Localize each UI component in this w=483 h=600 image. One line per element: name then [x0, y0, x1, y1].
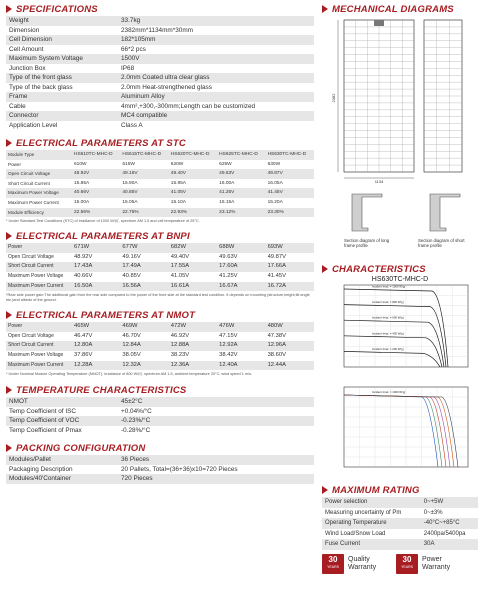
packing-row: [6, 465, 314, 475]
nmot-row: [6, 322, 314, 332]
bnpi-cell: 49.40V: [170, 253, 190, 260]
bnpi-table: [6, 243, 314, 291]
spec-key: Frame: [6, 92, 118, 102]
nmot-cell: 38.42V: [219, 351, 238, 358]
triangle-icon: [322, 5, 328, 13]
nmot-cell: 12.32A: [120, 361, 168, 371]
rating-row: [322, 529, 478, 540]
rating-key: Measuring uncertainty of Pm: [325, 509, 402, 516]
iv-curve-label: Incident Irrad. = 200 W/㎡: [372, 346, 404, 351]
chart-model-title: HS630TC-MHC-D: [371, 276, 429, 283]
stc-cell: Maximum Power Current: [8, 199, 59, 205]
packing-row: [6, 474, 314, 484]
temp-key: Temp Coefficient of ISC: [9, 407, 77, 415]
junction-box: [374, 20, 384, 26]
bnpi-cell: Power: [6, 243, 72, 253]
stc-cell: 15.05A: [122, 199, 138, 205]
spec-row: [6, 26, 314, 36]
nmot-row: [6, 351, 314, 361]
short-frame-profile: [430, 194, 460, 231]
temp-value: -0.28%/°C: [121, 426, 151, 434]
stc-cell: HS625TC-MHC-D: [217, 150, 265, 160]
triangle-icon: [6, 444, 12, 452]
bnpi-cell: 16.50A: [72, 282, 120, 292]
bnpi-cell: 17.55A: [169, 262, 217, 272]
bnpi-row: [6, 253, 314, 263]
bnpi-row: [6, 272, 314, 282]
stc-cell: Maximum Power Voltage: [6, 188, 72, 198]
iv-curve-label: Incident Irrad. = 400 W/㎡: [372, 331, 404, 336]
spec-row: [6, 102, 314, 112]
stc-cell: 41.25V: [217, 188, 265, 198]
spec-key: Cell Dimension: [6, 35, 118, 45]
nmot-cell: 37.86V: [74, 351, 93, 358]
spec-value: 33.7kg: [118, 16, 314, 26]
section-title-stc: ELECTRICAL PARAMETERS AT STC: [6, 136, 314, 150]
nmot-cell: 12.40A: [217, 361, 265, 371]
spec-key: Cable: [9, 102, 26, 110]
stc-cell: 15.10A: [170, 199, 186, 205]
bnpi-row: [6, 262, 314, 272]
stc-cell: 15.15A: [219, 199, 235, 205]
stc-row: [6, 188, 314, 198]
section-title-bnpi: ELECTRICAL PARAMETERS AT BNPI: [6, 229, 314, 243]
caption-short-frame: Section diagram of short frame profile: [418, 238, 465, 248]
bnpi-cell: Maximum Power Current: [6, 282, 72, 292]
stc-cell: 40.66V: [72, 188, 120, 198]
mechanical-diagram: [322, 16, 478, 256]
rating-row: [322, 539, 478, 550]
stc-table: [6, 150, 314, 217]
stc-cell: 16.05A: [267, 180, 283, 186]
stc-cell: 48.92V: [72, 169, 120, 179]
stc-row: [6, 150, 314, 160]
nmot-cell: 469W: [120, 322, 168, 332]
nmot-row: [6, 341, 314, 351]
nmot-cell: 47.15V: [219, 332, 238, 339]
rating-row: [322, 497, 478, 508]
nmot-cell: 38.05V: [122, 351, 141, 358]
stc-cell: 615W: [122, 161, 135, 167]
spec-row: [6, 45, 314, 55]
bnpi-cell: 677W: [120, 243, 168, 253]
packing-value: 36 Pieces: [118, 455, 314, 465]
packing-value: 20 Pallets, Total=(36+36)x10=720 Pieces: [121, 465, 238, 473]
nmot-cell: Open Circuit Voltage: [8, 332, 54, 339]
triangle-icon: [6, 232, 12, 240]
stc-cell: 15.00A: [74, 199, 90, 205]
temp-key: Temp Coefficient of Pmax: [9, 426, 82, 434]
spec-value: MC4 compatible: [118, 111, 314, 121]
bnpi-row: [6, 282, 314, 292]
stc-cell: HS615TC-MHC-D: [120, 150, 168, 160]
stc-cell: 620W: [170, 161, 184, 167]
rating-value: 0~±3%: [423, 509, 443, 516]
iv-curve-label: Incident Irrad. = 600 W/㎡: [372, 315, 404, 320]
triangle-icon: [6, 139, 12, 147]
nmot-cell: Maximum Power Voltage: [8, 351, 64, 358]
nmot-cell: 12.36A: [169, 361, 217, 371]
stc-row: [6, 160, 314, 170]
rating-key: Power selection: [322, 497, 421, 508]
stc-cell: Module Efficiency: [6, 208, 72, 218]
spec-key: Junction Box: [9, 64, 46, 72]
spec-row: [6, 35, 314, 45]
spec-key: Connector: [6, 111, 118, 121]
nmot-cell: 46.47V: [74, 332, 93, 339]
stc-row: [6, 179, 314, 189]
temp-row: [6, 407, 314, 417]
spec-key: Weight: [6, 16, 118, 26]
bnpi-cell: 49.87V: [267, 253, 286, 260]
nmot-cell: 12.80A: [72, 341, 120, 351]
spec-value: 2.0mm Coated ultra clear glass: [118, 73, 314, 83]
stc-row: [6, 198, 314, 208]
bnpi-cell: 16.67A: [217, 282, 265, 292]
specs-table: [6, 16, 314, 130]
bnpi-cell: 17.49A: [120, 262, 168, 272]
rating-key: Fuse Current: [322, 539, 421, 550]
spec-row: [6, 92, 314, 102]
spec-key: Type of the back glass: [9, 83, 73, 91]
bnpi-cell: 48.92V: [74, 253, 93, 260]
bnpi-cell: 682W: [169, 243, 217, 253]
stc-cell: 15.85A: [74, 180, 90, 186]
nmot-cell: 12.84A: [120, 341, 168, 351]
stc-cell: 40.85V: [120, 188, 168, 198]
section-title-specifications: SPECIFICATIONS: [6, 2, 314, 16]
nmot-cell: Short Circuit Current: [6, 341, 72, 351]
bnpi-cell: 693W: [266, 243, 314, 253]
bnpi-note: *Rear side power gain:The additional gain from the rear side compared to the power of the front side at the standard test condition. It depends on mounting (structure,height,tilt angle etc.)and albedo of the ground.: [6, 293, 310, 303]
stc-cell: 22.75%: [120, 208, 168, 218]
rating-row: [322, 518, 478, 529]
nmot-cell: 12.44A: [266, 361, 314, 371]
bnpi-cell: Maximum Power Voltage: [8, 272, 64, 279]
stc-cell: HS630TC-MHC-D: [266, 150, 314, 160]
panel-cell-grid-side: [424, 20, 462, 172]
iv-chart-irradiance: [322, 283, 472, 381]
iv-chart-svg: [322, 283, 472, 379]
stc-cell: 15.20A: [267, 199, 283, 205]
bnpi-cell: 671W: [72, 243, 120, 253]
packing-key: Packaging Description: [9, 465, 73, 473]
dim-height-label: 2382: [331, 93, 336, 103]
spec-value: 182*105mm: [118, 35, 314, 45]
spec-value: Class A: [121, 121, 143, 129]
stc-cell: 15.90A: [122, 180, 138, 186]
nmot-cell: 46.92V: [170, 332, 190, 339]
rating-value: 0~+5W: [421, 497, 478, 508]
stc-cell: 16.00A: [219, 180, 235, 186]
triangle-icon: [322, 265, 328, 273]
spec-value: 66*2 pcs: [121, 45, 146, 53]
stc-cell: 49.63V: [217, 169, 265, 179]
spec-value: 4mm²,+300,-300mm;Length can be customized: [121, 102, 256, 110]
iv-curve-label: Incident Irrad. = 800 W/㎡: [372, 300, 404, 305]
triangle-icon: [6, 311, 12, 319]
stc-cell: 41.05V: [169, 188, 217, 198]
bnpi-cell: 16.61A: [169, 282, 217, 292]
spec-value: IP68: [121, 64, 135, 72]
left-column: [6, 0, 314, 484]
section-title-nmot: ELECTRICAL PARAMETERS AT NMOT: [6, 308, 314, 322]
bnpi-row: [6, 243, 314, 253]
stc-cell: 610W: [74, 161, 87, 167]
stc-cell: HS610TC-MHC-D: [72, 150, 120, 160]
stc-cell: 15.95A: [170, 180, 186, 186]
spec-row: [6, 111, 314, 121]
power-warranty-label: Power Warranty: [422, 555, 451, 571]
nmot-cell: 38.60V: [267, 351, 286, 358]
iv-curve-label: Incident Irrad. = 1000 W/㎡: [372, 284, 406, 289]
panel-cell-grid-back: [344, 20, 414, 172]
rating-key: Operating Temperature: [322, 518, 421, 529]
stc-cell: Module Type: [6, 150, 72, 160]
caption-long-frame: Section diagram of long frame profile: [344, 238, 390, 248]
packing-row: [6, 455, 314, 465]
temp-table: [6, 397, 314, 435]
section-title-characteristics: CHARACTERISTICS: [322, 262, 478, 276]
stc-note: * Under Standard Test Conditions (STC) of irradiance of 1000 W/㎡, spectrum AM 1.5 and cell temperature of 25°C.: [6, 219, 200, 224]
spec-row: [6, 54, 314, 64]
section-title-temperature: TEMPERATURE CHARACTERISTICS: [6, 383, 314, 397]
spec-key: Type of the front glass: [6, 73, 118, 83]
nmot-row: [6, 361, 314, 371]
iv-chart-temp-svg: [322, 385, 472, 477]
stc-cell: 22.56%: [72, 208, 120, 218]
packing-value: 720 Pieces: [118, 474, 314, 484]
bnpi-cell: 17.66A: [266, 262, 314, 272]
nmot-cell: 480W: [266, 322, 314, 332]
stc-cell: 49.87V: [266, 169, 314, 179]
spec-value: 1500V: [118, 54, 314, 64]
iv-temp-label: Incident Irrad. = 1000 W/㎡: [372, 390, 406, 394]
nmot-table: [6, 322, 314, 370]
stc-cell: 41.45V: [266, 188, 314, 198]
stc-cell: Open Circuit Voltage: [6, 169, 72, 179]
stc-cell: 23.12%: [217, 208, 265, 218]
spec-key: Dimension: [9, 26, 40, 34]
bnpi-cell: 17.60A: [217, 262, 265, 272]
temp-key: Temp Coefficient of VOC: [6, 416, 118, 426]
temp-value: 45±2°C: [118, 397, 314, 407]
temp-row: [6, 397, 314, 407]
triangle-icon: [6, 5, 12, 13]
spec-key: Maximum System Voltage: [6, 54, 118, 64]
rating-key: Wind Load/Snow Load: [325, 530, 386, 537]
stc-cell: 49.40V: [169, 169, 217, 179]
spec-value: 2.0mm Heat-strengthened glass: [121, 83, 212, 91]
nmot-row: [6, 332, 314, 342]
nmot-cell: 47.38V: [267, 332, 286, 339]
stc-cell: Short Circuit Current: [8, 180, 50, 186]
bnpi-cell: Open Circuit Voltage: [8, 253, 54, 260]
nmot-cell: Power: [6, 322, 72, 332]
nmot-cell: Maximum Power Current: [6, 361, 72, 371]
rating-value: 2400pa/5400pa: [423, 530, 466, 537]
rating-row: [322, 508, 478, 519]
mechanical-drawing: [322, 16, 478, 256]
bnpi-cell: 688W: [217, 243, 265, 253]
quality-warranty-badge: 30 YEARS: [322, 554, 344, 574]
bnpi-cell: 16.72A: [266, 282, 314, 292]
temp-key: NMOT: [6, 397, 118, 407]
spec-row: [6, 73, 314, 83]
temp-row: [6, 416, 314, 426]
power-warranty-badge: 30 YEARS: [396, 554, 418, 574]
nmot-note: * Under Nominal Module Operating Temperature (NMOT), irradiance of 800 W/㎡, spectrum AM 1.5, ambient temperature 20°C, wind speed 1 m/s.: [6, 372, 253, 377]
spec-key: Application Level: [9, 121, 58, 129]
stc-cell: HS620TC-MHC-D: [169, 150, 217, 160]
right-column: [322, 0, 478, 574]
stc-cell: 625W: [219, 161, 232, 167]
bnpi-cell: 41.05V: [170, 272, 190, 279]
bnpi-cell: Short Circuit Current: [6, 262, 72, 272]
spec-key: Cell Amount: [9, 45, 44, 53]
nmot-cell: 38.23V: [170, 351, 190, 358]
temp-row: [6, 426, 314, 436]
section-title-rating: MAXIMUM RATING: [322, 483, 478, 497]
rating-value: 30A: [421, 539, 478, 550]
nmot-cell: 472W: [169, 322, 217, 332]
iv-chart-temperature: [322, 385, 472, 479]
spec-row: [6, 121, 314, 131]
bnpi-cell: 40.85V: [122, 272, 141, 279]
bnpi-cell: 49.16V: [122, 253, 141, 260]
bnpi-cell: 40.66V: [74, 272, 93, 279]
packing-key: Modules/40'Container: [6, 474, 118, 484]
spec-value: Aluminum Alloy: [118, 92, 314, 102]
section-title-mechanical: MECHANICAL DIAGRAMS: [322, 2, 478, 16]
rating-value: -40°C~+85°C: [421, 518, 478, 529]
spec-value: 2382mm*1134mm*30mm: [121, 26, 193, 34]
triangle-icon: [6, 386, 12, 394]
nmot-cell: 12.92A: [217, 341, 265, 351]
long-frame-profile: [352, 194, 382, 231]
stc-cell: 49.16V: [120, 169, 168, 179]
bnpi-cell: 16.56A: [120, 282, 168, 292]
triangle-icon: [322, 486, 328, 494]
stc-cell: 630W: [267, 161, 281, 167]
nmot-cell: 12.88A: [169, 341, 217, 351]
stc-row: [6, 208, 314, 218]
stc-cell: 22.93%: [169, 208, 217, 218]
nmot-cell: 12.96A: [266, 341, 314, 351]
temp-value: -0.23%/°C: [118, 416, 314, 426]
nmot-cell: 476W: [217, 322, 265, 332]
stc-row: [6, 169, 314, 179]
stc-cell: Power: [8, 161, 22, 167]
rating-table: [322, 497, 478, 550]
spec-row: [6, 16, 314, 26]
quality-warranty-label: Quality Warranty: [348, 555, 377, 571]
nmot-cell: 465W: [72, 322, 120, 332]
spec-row: [6, 83, 314, 93]
bnpi-cell: 41.45V: [267, 272, 286, 279]
dim-width-label: 1134: [374, 179, 384, 184]
bnpi-cell: 17.43A: [72, 262, 120, 272]
section-title-packing: PACKING CONFIGURATION: [6, 441, 314, 455]
nmot-cell: 12.28A: [72, 361, 120, 371]
bnpi-cell: 49.63V: [219, 253, 238, 260]
stc-cell: 23.30%: [266, 208, 314, 218]
bnpi-cell: 41.25V: [219, 272, 238, 279]
warranty-row: [322, 554, 478, 574]
packing-table: [6, 455, 314, 484]
packing-key: Modules/Pallet: [6, 455, 118, 465]
nmot-cell: 46.70V: [122, 332, 141, 339]
spec-row: [6, 64, 314, 74]
temp-value: +0.04%/°C: [121, 407, 152, 415]
